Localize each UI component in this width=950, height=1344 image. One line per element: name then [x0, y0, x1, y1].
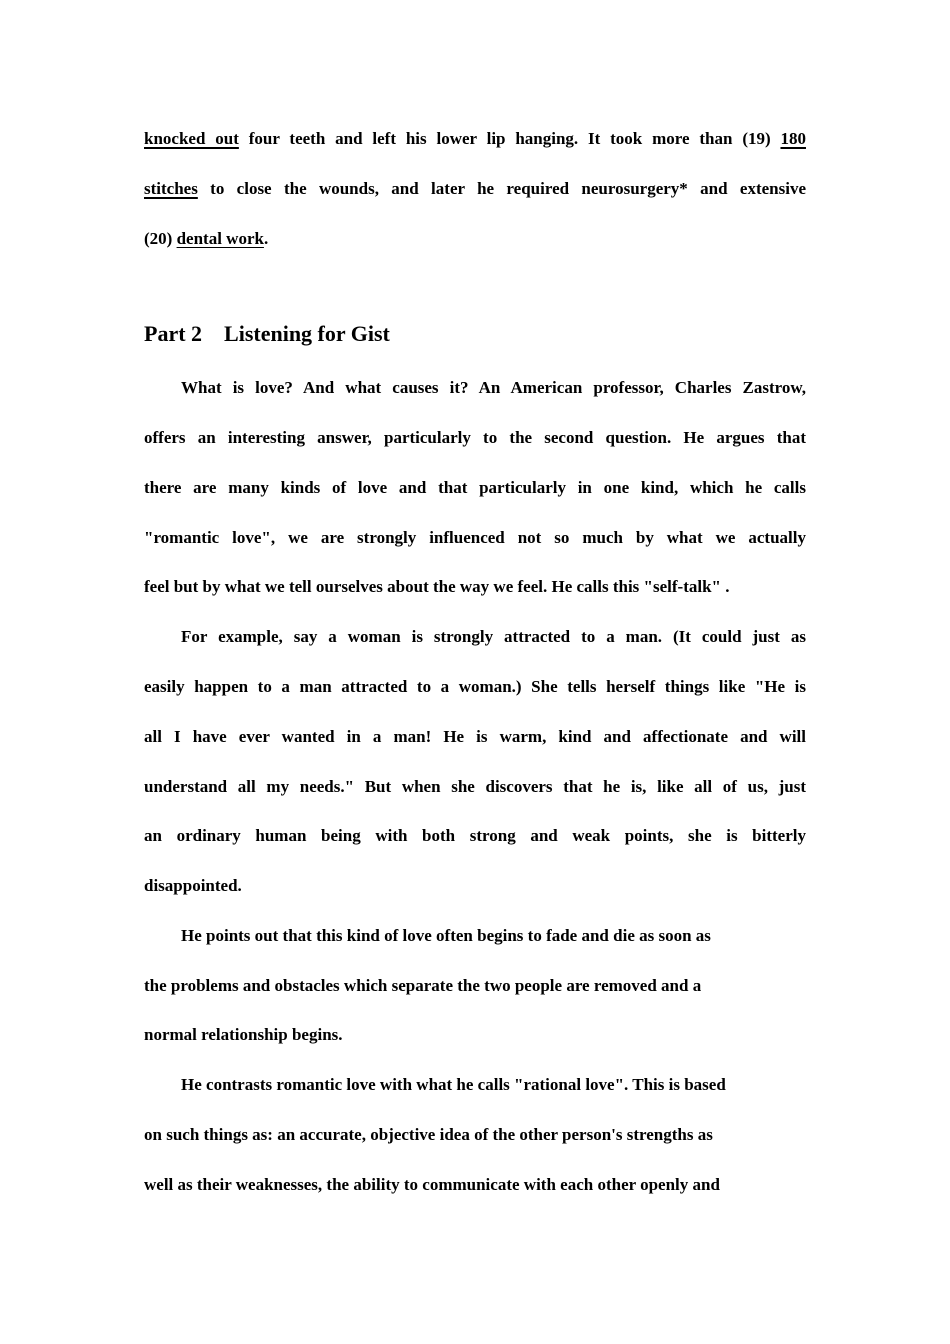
paragraph-line: For example, say a woman is strongly attracted to a man. (It could just as — [181, 627, 806, 646]
paragraph-line: "romantic love", we are strongly influenced not so much by what we actually — [144, 528, 806, 547]
paragraph-line: on such things as: an accurate, objective idea of the other person's strengths as — [144, 1125, 713, 1144]
paragraph-line: offers an interesting answer, particularly to the second question. He argues that — [144, 428, 806, 447]
paragraph-line: feel but by what we tell ourselves about the way we feel. He calls this "self-talk" . — [144, 577, 730, 596]
text-line-1 — [144, 129, 806, 149]
paragraph-line: understand all my needs." But when she discovers that he is, like all of us, just — [144, 777, 806, 796]
text-segment: four teeth and left his lower lip hanging. It took more than (19) — [238, 129, 781, 148]
text-line-2 — [144, 179, 806, 199]
paragraph-line: He points out that this kind of love often begins to fade and die as soon as — [181, 926, 711, 945]
paragraph-line: easily happen to a man attracted to a woman.) She tells herself things like "He is — [144, 677, 806, 696]
underlined-answer-stitches: stitches — [144, 179, 198, 198]
text-segment: to close the wounds, and later he required neurosurgery* and extensive — [197, 179, 806, 198]
paragraph-line: all I have ever wanted in a man! He is warm, kind and affectionate and will — [144, 727, 806, 746]
paragraph-line: well as their weaknesses, the ability to communicate with each other openly and — [144, 1175, 720, 1194]
underlined-answer-dental-work: dental work — [176, 229, 264, 248]
text-segment: . — [263, 229, 269, 248]
paragraph-line: What is love? And what causes it? An American professor, Charles Zastrow, — [181, 378, 806, 397]
underlined-answer-knocked-out: knocked out — [144, 129, 239, 148]
text-line-3 — [144, 229, 806, 249]
text-segment: (20) — [144, 229, 177, 248]
section-heading: Part 2 Listening for Gist — [144, 321, 390, 346]
paragraph-line: disappointed. — [144, 876, 242, 895]
paragraph-line: an ordinary human being with both strong and weak points, she is bitterly — [144, 826, 806, 845]
paragraph-line: there are many kinds of love and that particularly in one kind, which he calls — [144, 478, 806, 497]
paragraph-line: He contrasts romantic love with what he calls "rational love". This is based — [181, 1075, 726, 1094]
paragraph-line: normal relationship begins. — [144, 1025, 343, 1044]
paragraph-line: the problems and obstacles which separate the two people are removed and a — [144, 976, 702, 995]
underlined-answer-180: 180 — [780, 129, 806, 148]
